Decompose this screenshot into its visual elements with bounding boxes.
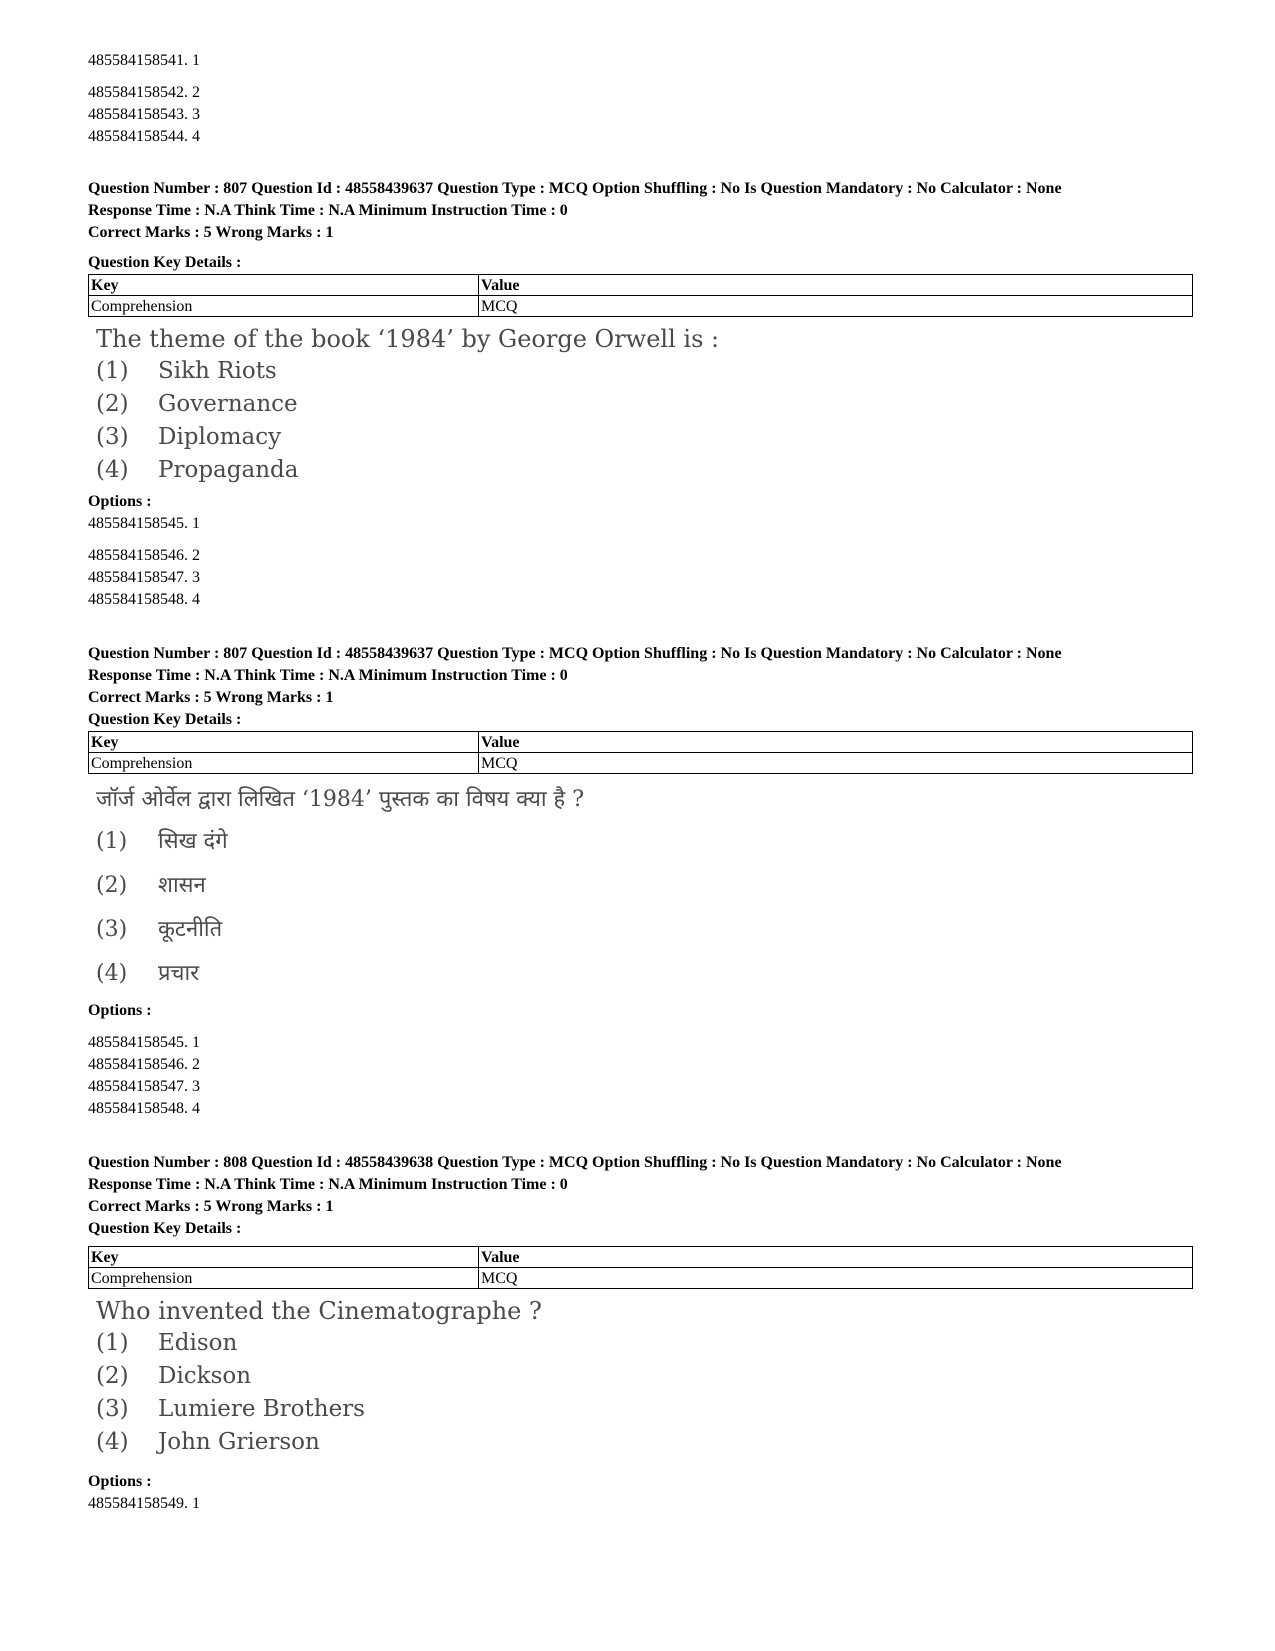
question-meta-line-1: Question Number : 807 Question Id : 48558439637 Question Type : MCQ Option Shuffling : No Is Question Mandatory : No Calculator : None — [88, 180, 1062, 197]
choice-item: (3) Diplomacy — [96, 424, 282, 450]
question-meta-line-2: Response Time : N.A Think Time : N.A Minimum Instruction Time : 0 — [88, 667, 568, 684]
document-page — [88, 50, 1193, 1515]
value-cell: MCQ — [479, 296, 1193, 317]
choice-item: (2) शासन — [96, 873, 206, 898]
option-line: 485584158546. 2 — [88, 1056, 200, 1073]
key-details-table — [88, 1246, 1193, 1289]
key-details-label: Question Key Details : — [88, 711, 242, 728]
top-options-list — [88, 50, 1193, 148]
question-text: The theme of the book ‘1984’ by George Orwell is : — [96, 325, 720, 353]
option-line: 485584158547. 3 — [88, 1078, 200, 1095]
key-details-table — [88, 274, 1193, 317]
options-label: Options : — [88, 493, 152, 510]
question-image — [88, 317, 1193, 491]
key-cell: Comprehension — [89, 1268, 479, 1289]
value-header: Value — [479, 275, 1193, 296]
options-label: Options : — [88, 1002, 152, 1019]
question-meta-line-1: Question Number : 808 Question Id : 48558439638 Question Type : MCQ Option Shuffling : No Is Question Mandatory : No Calculator : None — [88, 1154, 1062, 1171]
key-header: Key — [89, 1247, 479, 1268]
value-cell: MCQ — [479, 1268, 1193, 1289]
option-line: 485584158545. 1 — [88, 1034, 200, 1051]
key-cell: Comprehension — [89, 296, 479, 317]
choice-item: (3) कूटनीति — [96, 917, 223, 942]
key-header: Key — [89, 732, 479, 753]
option-line: 485584158546. 2 — [88, 547, 200, 564]
question-marks-line: Correct Marks : 5 Wrong Marks : 1 — [88, 224, 334, 241]
choice-item: (2) Governance — [96, 391, 298, 417]
question-block — [88, 178, 1193, 611]
option-line: 485584158542. 2 — [88, 84, 200, 101]
question-image — [88, 1289, 1193, 1463]
question-block — [88, 1152, 1193, 1515]
option-line: 485584158548. 4 — [88, 591, 200, 608]
question-meta-line-2: Response Time : N.A Think Time : N.A Minimum Instruction Time : 0 — [88, 202, 568, 219]
question-text: Who invented the Cinematographe ? — [96, 1297, 542, 1325]
option-line: 485584158543. 3 — [88, 106, 200, 123]
key-details-table — [88, 731, 1193, 774]
question-marks-line: Correct Marks : 5 Wrong Marks : 1 — [88, 1198, 334, 1215]
option-line: 485584158541. 1 — [88, 52, 200, 69]
value-header: Value — [479, 1247, 1193, 1268]
question-block — [88, 643, 1193, 1120]
value-cell: MCQ — [479, 753, 1193, 774]
question-meta-line-1: Question Number : 807 Question Id : 48558439637 Question Type : MCQ Option Shuffling : No Is Question Mandatory : No Calculator : None — [88, 645, 1062, 662]
choice-item: (3) Lumiere Brothers — [96, 1396, 365, 1422]
options-label: Options : — [88, 1473, 152, 1490]
option-line: 485584158545. 1 — [88, 515, 200, 532]
option-line: 485584158544. 4 — [88, 128, 200, 145]
key-details-label: Question Key Details : — [88, 254, 242, 271]
question-text: जॉर्ज ओर्वेल द्वारा लिखित ‘1984’ पुस्तक का विषय क्या है ? — [96, 787, 584, 812]
option-line: 485584158548. 4 — [88, 1100, 200, 1117]
choice-item: (4) John Grierson — [96, 1429, 320, 1455]
choice-item: (1) Edison — [96, 1330, 238, 1356]
key-details-label: Question Key Details : — [88, 1220, 242, 1237]
option-line: 485584158549. 1 — [88, 1495, 200, 1512]
choice-item: (1) Sikh Riots — [96, 358, 277, 384]
question-marks-line: Correct Marks : 5 Wrong Marks : 1 — [88, 689, 334, 706]
choice-item: (1) सिख दंगे — [96, 829, 228, 854]
option-line: 485584158547. 3 — [88, 569, 200, 586]
choice-item: (4) प्रचार — [96, 961, 200, 986]
question-image — [88, 774, 1193, 1000]
choice-item: (4) Propaganda — [96, 457, 299, 483]
value-header: Value — [479, 732, 1193, 753]
key-cell: Comprehension — [89, 753, 479, 774]
key-header: Key — [89, 275, 479, 296]
question-meta-line-2: Response Time : N.A Think Time : N.A Minimum Instruction Time : 0 — [88, 1176, 568, 1193]
choice-item: (2) Dickson — [96, 1363, 252, 1389]
